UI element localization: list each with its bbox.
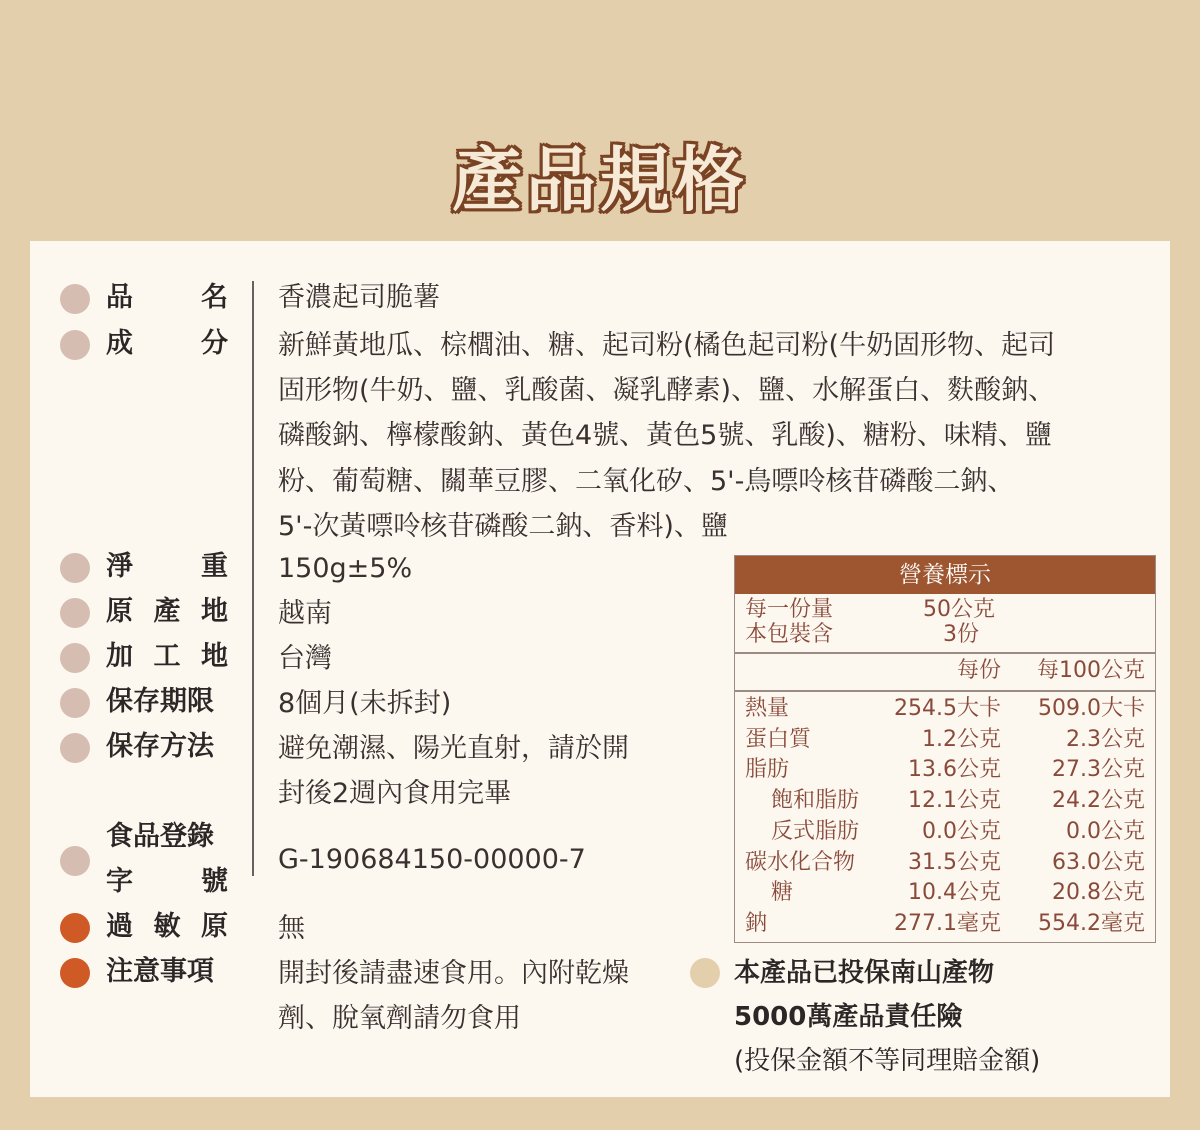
- bullet-icon: [60, 598, 90, 628]
- label-registration-line2: 字 號: [106, 866, 228, 897]
- bullet-icon: [60, 846, 90, 876]
- label-divider: [252, 281, 254, 876]
- value-weight: 150g±5%: [278, 553, 413, 584]
- nutrition-row-name: 鈉: [745, 910, 768, 936]
- nutrition-row-per-serving: 0.0公克: [922, 818, 1001, 844]
- bullet-icon: [60, 688, 90, 718]
- value-ingredients-line: 磷酸鈉、檸檬酸鈉、黃色4號、黃色5號、乳酸)、糖粉、味精、鹽: [278, 420, 1052, 451]
- alert-bullet-icon: [60, 958, 90, 988]
- spec-card: [30, 241, 1170, 1097]
- serving-size-value: 50公克: [923, 597, 995, 622]
- nutrition-row-per-100g: 24.2公克: [1052, 788, 1145, 814]
- nutrition-row-name: 熱量: [745, 696, 790, 721]
- nutrition-row-per-serving: 10.4公克: [908, 880, 1001, 906]
- nutrition-row-per-serving: 13.6公克: [908, 757, 1001, 783]
- value-notes-line: 劑、脫氧劑請勿食用: [278, 1003, 521, 1034]
- nutrition-row-name: 碳水化合物: [745, 849, 856, 875]
- label-name: 品 名: [106, 282, 228, 313]
- nutrition-row-per-100g: 27.3公克: [1052, 757, 1145, 783]
- nutrition-row-name: 飽和脂肪: [771, 788, 860, 814]
- col-per-100g: 每100公克: [1037, 658, 1145, 683]
- insurance-line1: 本產品已投保南山產物: [734, 958, 995, 988]
- nutrition-row-per-100g: 2.3公克: [1066, 726, 1145, 752]
- label-ingredients: 成 分: [106, 328, 228, 359]
- insurance-bullet-icon: [690, 958, 720, 988]
- nutrition-row-per-serving: 31.5公克: [908, 849, 1001, 875]
- value-processing: 台灣: [278, 643, 332, 674]
- label-storage: 保存方法: [106, 731, 214, 762]
- value-notes-line: 開封後請盡速食用。內附乾燥: [278, 958, 629, 989]
- nutrition-row-per-100g: 554.2毫克: [1038, 910, 1145, 936]
- nutrition-row-name: 反式脂肪: [771, 818, 860, 844]
- value-storage-line: 避免潮濕、陽光直射，請於開: [278, 733, 629, 764]
- bullet-icon: [60, 330, 90, 360]
- serving-size-label: 每一份量: [745, 597, 834, 622]
- label-shelf-life: 保存期限: [106, 686, 214, 717]
- bullet-icon: [60, 643, 90, 673]
- nutrition-divider: [735, 690, 1155, 692]
- value-storage-line: 封後2週內食用完畢: [278, 778, 512, 809]
- nutrition-row-per-serving: 1.2公克: [922, 726, 1001, 752]
- nutrition-row-per-serving: 277.1毫克: [894, 910, 1001, 936]
- value-allergen: 無: [278, 913, 305, 944]
- nutrition-row-per-100g: 20.8公克: [1052, 880, 1145, 906]
- nutrition-row-per-serving: 254.5大卡: [894, 696, 1001, 721]
- nutrition-heading: 營養標示: [735, 556, 1155, 594]
- nutrition-row-name: 脂肪: [745, 757, 790, 783]
- nutrition-row-name: 糖: [771, 880, 794, 906]
- insurance-line3: (投保金額不等同理賠金額): [734, 1046, 1041, 1076]
- servings-label: 本包裝含: [745, 622, 834, 647]
- insurance-line2: 5000萬產品責任險: [734, 1002, 963, 1032]
- alert-bullet-icon: [60, 913, 90, 943]
- label-registration: 食品登錄: [106, 821, 214, 852]
- label-weight: 淨 重: [106, 551, 228, 582]
- bullet-icon: [60, 553, 90, 583]
- col-per-serving: 每份: [956, 658, 1001, 683]
- value-ingredients-line: 粉、葡萄糖、關華豆膠、二氧化矽、5'-鳥嘌呤核苷磷酸二鈉、: [278, 466, 1015, 497]
- nutrition-row-per-serving: 12.1公克: [908, 788, 1001, 814]
- value-ingredients-line: 固形物(牛奶、鹽、乳酸菌、凝乳酵素)、鹽、水解蛋白、麩酸鈉、: [278, 375, 1056, 406]
- label-origin: 原 產 地: [106, 596, 228, 627]
- label-notes: 注意事項: [106, 956, 214, 987]
- label-processing: 加 工 地: [106, 641, 228, 672]
- value-registration: G-190684150-00000-7: [278, 844, 586, 875]
- value-origin: 越南: [278, 598, 332, 629]
- nutrition-row-per-100g: 509.0大卡: [1038, 696, 1145, 721]
- bullet-icon: [60, 733, 90, 763]
- page-title: 產品規格: [452, 139, 748, 221]
- bullet-icon: [60, 284, 90, 314]
- value-name: 香濃起司脆薯: [278, 282, 440, 313]
- label-allergen: 過 敏 原: [106, 911, 228, 942]
- nutrition-row-name: 蛋白質: [745, 726, 812, 752]
- nutrition-table: [734, 555, 1156, 943]
- servings-value: 3份: [943, 622, 979, 647]
- nutrition-divider: [735, 652, 1155, 654]
- value-ingredients-line: 新鮮黃地瓜、棕櫚油、糖、起司粉(橘色起司粉(牛奶固形物、起司: [278, 330, 1056, 361]
- value-ingredients-line: 5'-次黃嘌呤核苷磷酸二鈉、香料)、鹽: [278, 511, 728, 542]
- value-shelf-life: 8個月(未拆封): [278, 688, 452, 719]
- nutrition-row-per-100g: 0.0公克: [1066, 818, 1145, 844]
- nutrition-row-per-100g: 63.0公克: [1052, 849, 1145, 875]
